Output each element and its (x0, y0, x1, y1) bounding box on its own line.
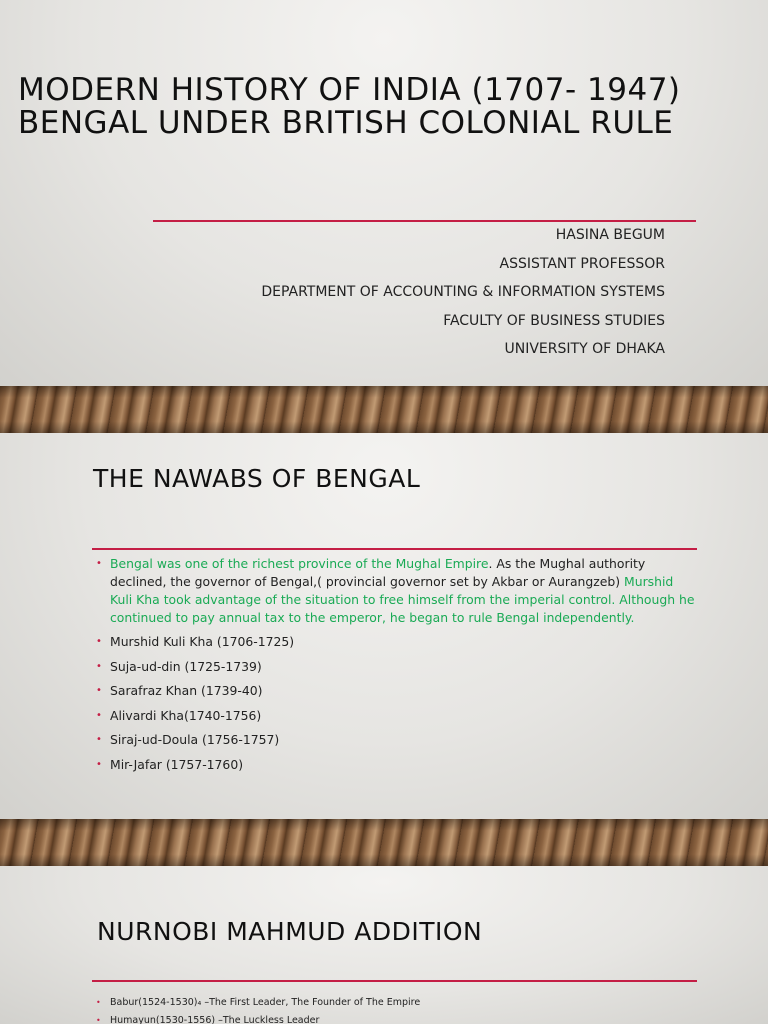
list-item (96, 633, 696, 651)
list-item-text: Alivardi Kha(1740-1756) (110, 707, 262, 723)
heading-divider (92, 980, 697, 982)
slide-title (0, 0, 768, 386)
bullet-icon: • (96, 685, 102, 696)
list-item (96, 555, 696, 627)
bullet-list (96, 555, 696, 780)
bullet-icon: • (96, 1016, 101, 1024)
bullet-icon: • (96, 998, 101, 1007)
bullet-icon: • (96, 709, 102, 721)
wood-floor-divider (0, 386, 768, 433)
author-faculty: FACULTY OF BUSINESS STUDIES (443, 312, 665, 329)
highlight-text: Bengal was one of the richest province of the Mughal Empire (110, 556, 489, 571)
list-item-text: Sarafraz Khan (1739-40) (110, 683, 263, 698)
presentation-title (18, 74, 681, 140)
author-department: DEPARTMENT OF ACCOUNTING & INFORMATION SYSTEMS (261, 284, 665, 301)
highlight-text: Murshid Kuli Kha took advantage of the situation to free himself from the imperial control. Although he continued to pay annual tax to the emperor, he began to rule Bengal independently. (110, 574, 695, 625)
bullet-icon: • (96, 558, 102, 569)
list-item-text: Suja-ud-din (1725-1739) (110, 658, 262, 674)
list-item (96, 682, 696, 700)
list-item-text: Humayun(1530-1556) –The Luckless Leader (110, 1015, 320, 1024)
bullet-list (96, 996, 696, 1024)
author-block (261, 226, 665, 369)
title-line-1: MODERN HISTORY OF INDIA (1707- 1947) (18, 72, 681, 108)
list-item-text: Murshid Kuli Kha (1706-1725) (110, 634, 295, 649)
author-university: UNIVERSITY OF DHAKA (504, 341, 665, 358)
title-divider (153, 220, 696, 222)
list-item (96, 707, 696, 725)
author-position: ASSISTANT PROFESSOR (499, 255, 665, 272)
bullet-icon: • (96, 660, 102, 672)
heading-divider (92, 548, 697, 550)
list-item (96, 731, 696, 749)
slide-heading: THE NAWABS OF BENGAL (93, 464, 421, 493)
bullet-icon: • (96, 758, 102, 770)
slide-heading: NURNOBI MAHMUD ADDITION (97, 917, 483, 946)
author-name: HASINA BEGUM (555, 227, 665, 243)
list-item-text: Babur(1524-1530)₄ –The First Leader, The Founder of The Empire (110, 997, 421, 1008)
list-item (96, 1014, 696, 1024)
wood-floor-divider (0, 819, 768, 866)
slide-addition (0, 866, 768, 1024)
list-item-text: Mir-Jafar (1757-1760) (110, 756, 244, 772)
list-item (96, 756, 696, 774)
list-item (96, 996, 696, 1010)
list-item (96, 658, 696, 676)
slide-nawabs (0, 433, 768, 819)
list-item-text: Siraj-ud-Doula (1756-1757) (110, 732, 280, 747)
title-line-2: BENGAL UNDER BRITISH COLONIAL RULE (18, 105, 674, 141)
bullet-icon: • (96, 734, 102, 745)
body-text: . As the Mughal authority declined, the governor of Bengal,( provincial governor set by Akbar or Aurangzeb) (110, 556, 646, 589)
bullet-icon: • (96, 636, 102, 647)
